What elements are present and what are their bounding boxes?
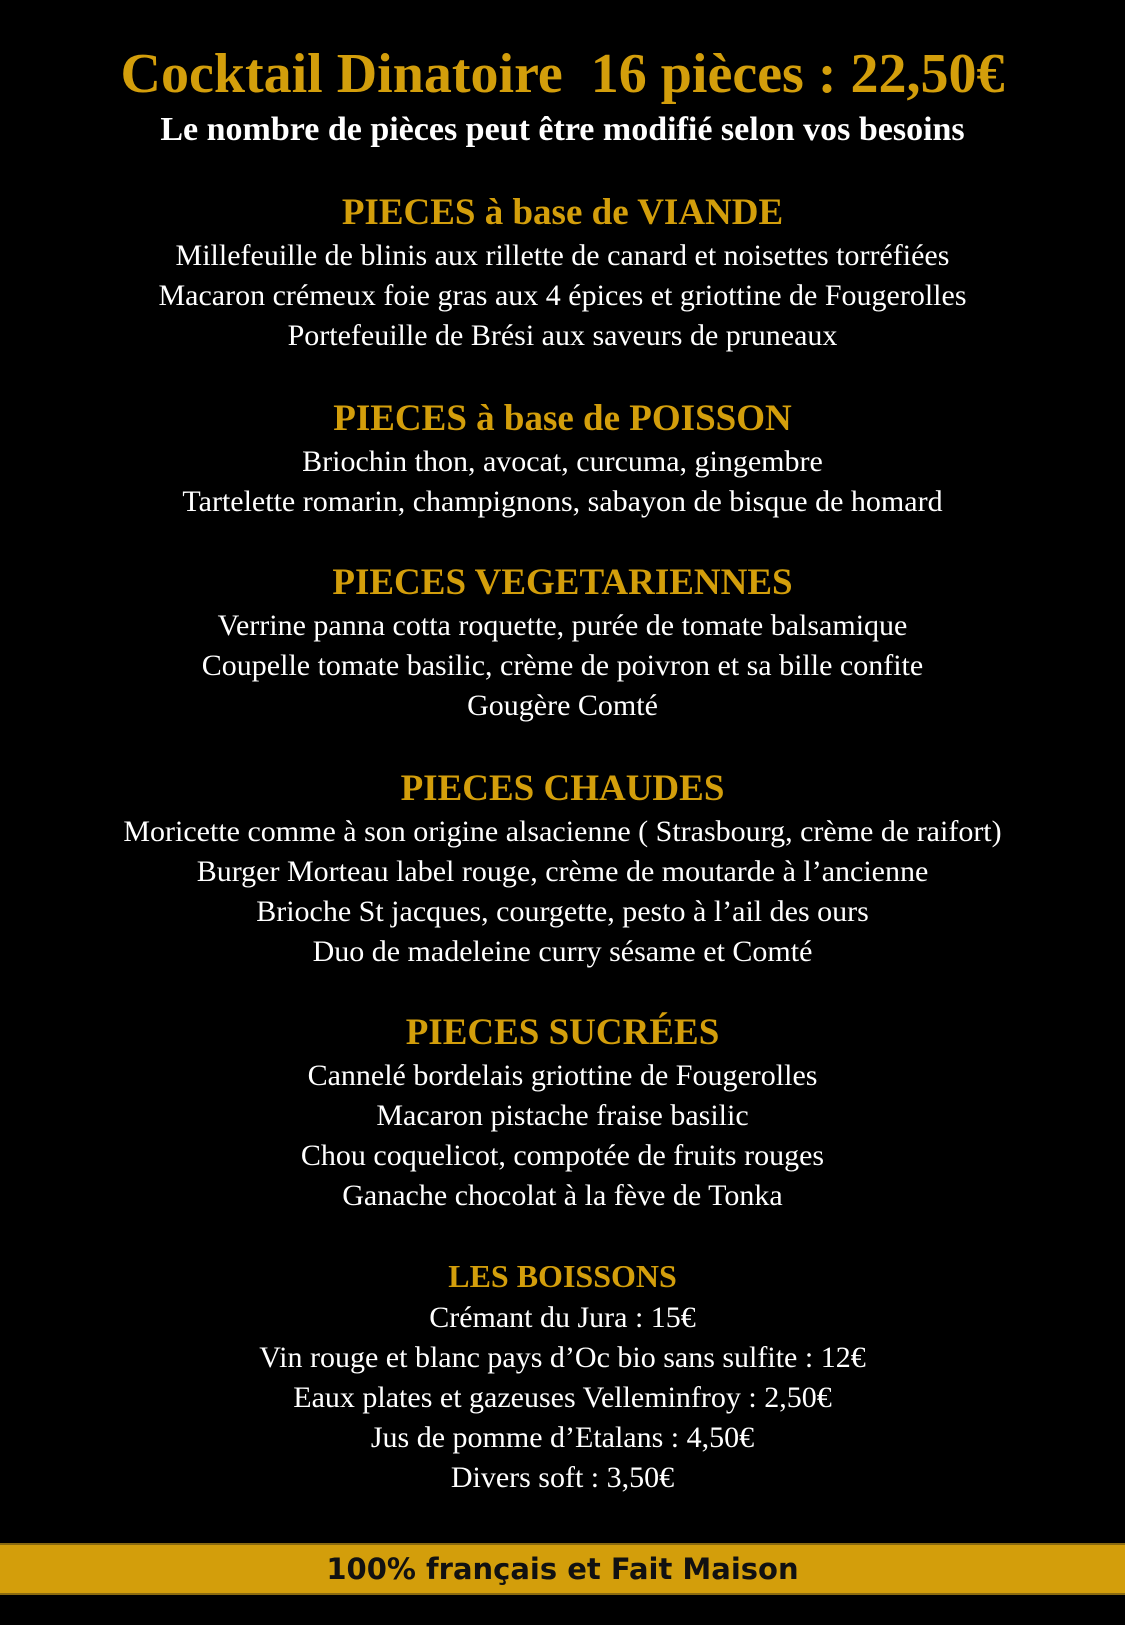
footer-banner bbox=[0, 1543, 1125, 1595]
menu-item: Coupelle tomate basilic, crème de poivron et sa bille confite bbox=[201, 649, 924, 682]
section-boissons bbox=[0, 1254, 1125, 1498]
section-chaudes bbox=[0, 766, 1125, 972]
footer-text: 100% français et Fait Maison bbox=[326, 1552, 799, 1586]
menu-item: Macaron pistache fraise basilic bbox=[376, 1099, 749, 1132]
section-heading-sucrees: PIECES SUCRÉES bbox=[405, 1012, 720, 1053]
menu-item: Macaron crémeux foie gras aux 4 épices et griottine de Fougerolles bbox=[158, 279, 967, 312]
section-heading-viande: PIECES à base de VIANDE bbox=[341, 192, 784, 233]
menu-item: Duo de madeleine curry sésame et Comté bbox=[312, 935, 813, 968]
section-heading-poisson: PIECES à base de POISSON bbox=[333, 398, 792, 439]
menu-item: Chou coquelicot, compotée de fruits rouges bbox=[300, 1139, 825, 1172]
section-viande bbox=[0, 190, 1125, 356]
menu-item: Ganache chocolat à la fève de Tonka bbox=[342, 1179, 783, 1212]
section-sucrees bbox=[0, 1010, 1125, 1216]
menu-item: Jus de pomme d’Etalans : 4,50€ bbox=[370, 1421, 755, 1454]
menu-item: Tartelette romarin, champignons, sabayon de bisque de homard bbox=[182, 485, 943, 518]
menu-item: Moricette comme à son origine alsacienne ( Strasbourg, crème de raifort) bbox=[123, 815, 1002, 848]
menu-item: Cannelé bordelais griottine de Fougerolles bbox=[307, 1059, 818, 1092]
menu-item: Millefeuille de blinis aux rillette de canard et noisettes torréfiées bbox=[175, 239, 950, 272]
menu-item: Brioche St jacques, courgette, pesto à l’ail des ours bbox=[256, 895, 869, 928]
section-heading-vegetariennes: PIECES VEGETARIENNES bbox=[332, 562, 793, 603]
section-heading-boissons: LES BOISSONS bbox=[448, 1258, 677, 1294]
menu-subtitle: Le nombre de pièces peut être modifié selon vos besoins bbox=[160, 111, 965, 148]
section-heading-chaudes: PIECES CHAUDES bbox=[400, 768, 725, 809]
section-vegetariennes bbox=[0, 560, 1125, 726]
menu-item: Eaux plates et gazeuses Velleminfroy : 2,50€ bbox=[293, 1381, 832, 1414]
menu-title: Cocktail Dinatoire 16 pièces : 22,50€ bbox=[120, 43, 1005, 105]
menu-item: Burger Morteau label rouge, crème de moutarde à l’ancienne bbox=[196, 855, 929, 888]
menu-item: Crémant du Jura : 15€ bbox=[429, 1301, 696, 1334]
menu-item: Briochin thon, avocat, curcuma, gingembre bbox=[302, 445, 823, 478]
menu-item: Portefeuille de Brési aux saveurs de pruneaux bbox=[287, 319, 838, 352]
menu-item: Verrine panna cotta roquette, purée de tomate balsamique bbox=[217, 609, 908, 642]
menu-item: Vin rouge et blanc pays d’Oc bio sans sulfite : 12€ bbox=[259, 1341, 866, 1374]
section-poisson bbox=[0, 396, 1125, 522]
menu-item: Divers soft : 3,50€ bbox=[450, 1461, 675, 1494]
menu-item: Gougère Comté bbox=[467, 689, 658, 722]
